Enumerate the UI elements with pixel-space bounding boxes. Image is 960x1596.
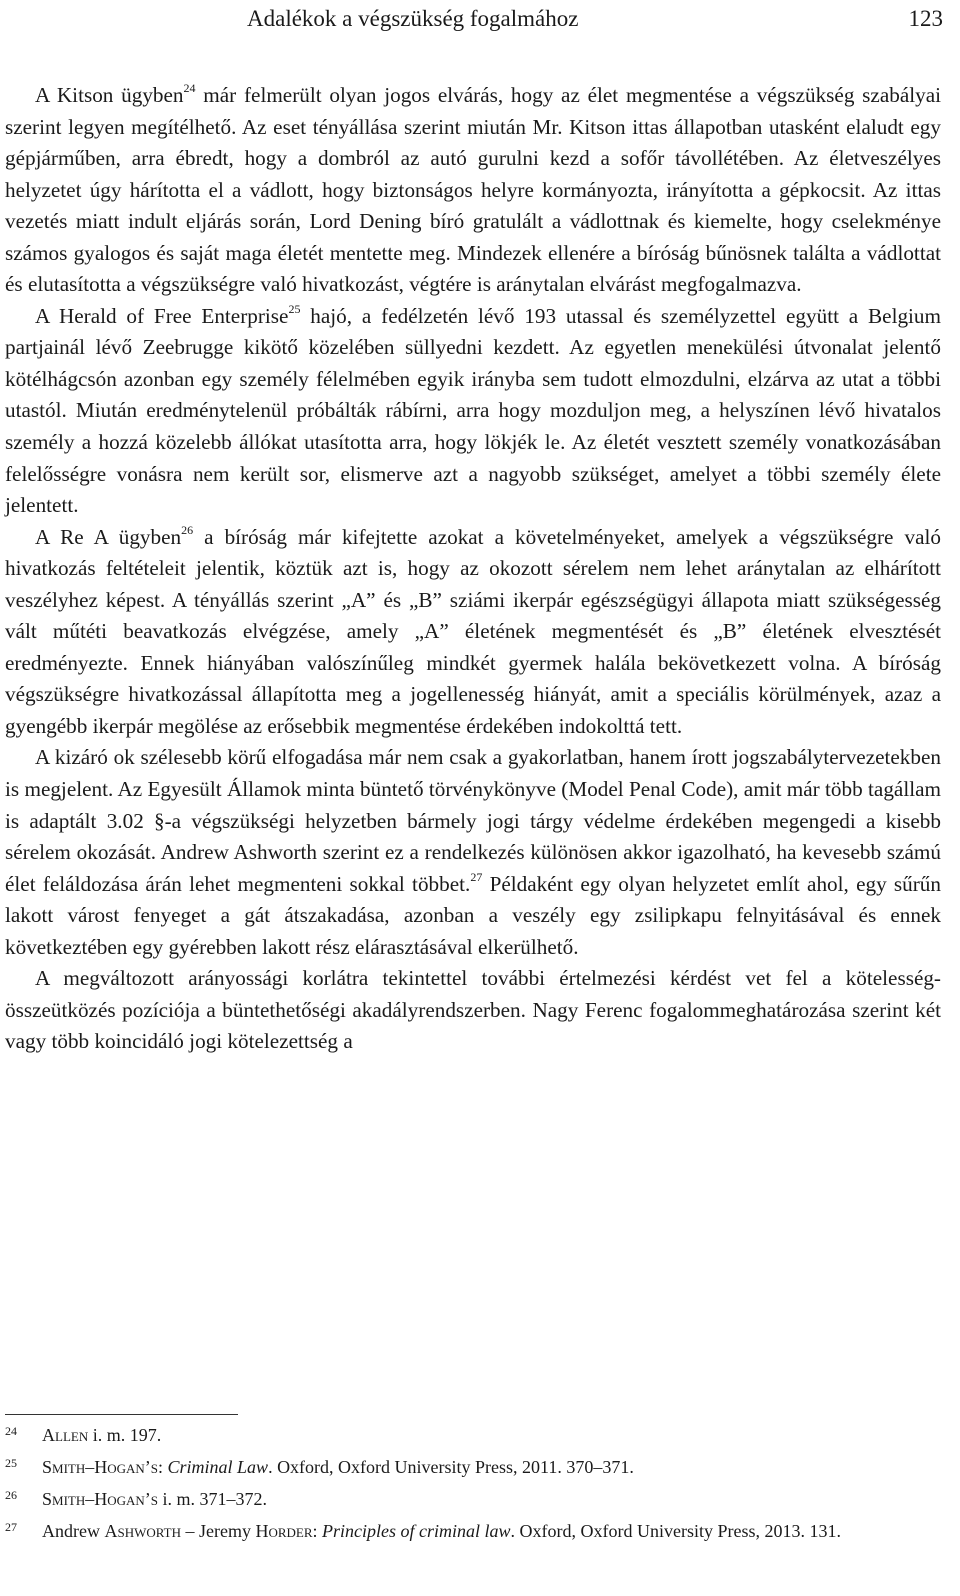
footnote-25 bbox=[5, 1455, 941, 1479]
footnote-title: Principles of criminal law bbox=[322, 1521, 511, 1541]
footnote-ref-26: 26 bbox=[181, 522, 194, 537]
footnote-ref-25: 25 bbox=[288, 301, 301, 316]
footnote-number: 26 bbox=[5, 1488, 17, 1502]
footnote-author: Ashworth bbox=[104, 1521, 181, 1541]
paragraph-text: A Re A ügyben bbox=[35, 524, 182, 549]
footnote-rest: . Oxford, Oxford University Press, 2011. 370–371. bbox=[268, 1457, 634, 1477]
footnote-pre: Andrew bbox=[42, 1521, 105, 1541]
footnote-rest: i. m. 197. bbox=[88, 1425, 162, 1445]
footnote-divider bbox=[5, 1414, 238, 1415]
footnote-number: 24 bbox=[5, 1424, 17, 1438]
paragraph-duty-conflict bbox=[5, 963, 941, 1058]
page-number: 123 bbox=[908, 6, 943, 31]
footnote-text bbox=[42, 1455, 941, 1479]
footnote-rest: . Oxford, Oxford University Press, 2013. 131. bbox=[510, 1521, 842, 1541]
footnote-24 bbox=[5, 1423, 941, 1447]
footnote-27 bbox=[5, 1519, 941, 1543]
footnote-separator: : bbox=[158, 1457, 168, 1477]
footnotes bbox=[5, 1423, 941, 1551]
footnote-author: Smith–Hogan’s bbox=[42, 1457, 159, 1477]
running-header bbox=[0, 0, 960, 40]
paragraph-text: A megváltozott arányossági korlátra tekintettel további értelmezési kérdést vet fel a kötelesség-összeütközés pozíciója a büntethetőségi akadályrendszerben. Nagy Ferenc fogalommeghatározása szerint két vagy több koincidáló jogi kötelezettség a bbox=[5, 966, 941, 1054]
footnote-rest: i. m. 371–372. bbox=[158, 1489, 268, 1509]
footnote-text bbox=[42, 1423, 941, 1447]
body-text bbox=[5, 80, 941, 1058]
paragraph-text: hajó, a fedélzetén lévő 193 utassal és személyzettel együtt a Belgium partjainál lévő Zeebrugge kikötő közelében süllyedni kezdett. Az egyetlen menekülési útvonalat jelentő kötélhágcsón azonban egy személy félelmében egyik irányba sem tudott elmozdulni, elzárva az utat a többi utastól. Miután eredménytelenül próbálták rábírni, arra hogy mozduljon meg, a helyszínen lévő hivatalos személy a hozzá közelebb állókat utasította arra, hogy lökjék le. Az életét vesztett személy vonatkozásában felelősségre vonásra nem került sor, elismerve azt a nagyobb szükséget, amelyet a többi személy élete jelentett. bbox=[5, 303, 942, 518]
footnote-number: 25 bbox=[5, 1456, 17, 1470]
footnote-author: Allen bbox=[42, 1425, 89, 1445]
running-header-title: Adalékok a végszükség fogalmához bbox=[247, 6, 579, 31]
paragraph-text: a bíróság már kifejtette azokat a követelményeket, amelyek a végszükségre való hivatkozás feltételeit jelentik, köztük azt is, hogy az okozott sérelem nem lehet aránytalan az elhárított veszélyhez képest. A tényállás szerint „A” és „B” sziámi ikerpár egészségügyi állapota miatt szükségesség vált műtéti beavatkozás elvégzése, amely „A” életének megmentését és „B” életének elvesztését eredményezte. Ennek hiányában valószínűleg mindkét gyermek halála bekövetkezett volna. A bíróság végszükségre hivatkozással állapította meg a jogellenesség hiányát, amit a speciális körülmények, azaz a gyengébb ikerpár megölése az erősebbik megmentése érdekében indokolttá tett. bbox=[5, 524, 941, 738]
footnote-author: Smith–Hogan’s bbox=[42, 1489, 159, 1509]
footnote-author-2: Horder bbox=[255, 1521, 313, 1541]
paragraph-re-a bbox=[5, 522, 941, 743]
paragraph-herald bbox=[5, 301, 941, 522]
footnote-title: Criminal Law bbox=[167, 1457, 269, 1477]
paragraph-text: A Herald of Free Enterprise bbox=[35, 303, 289, 328]
paragraph-text: A kizáró ok szélesebb körű elfogadása már nem csak a gyakorlatban, hanem írott jogszabálytervezetekben is megjelent. Az Egyesült Államok minta büntető törvénykönyve (Model Penal Code), amit már több tagállam is adaptált 3.02 §-a végszükségi helyzetben bármely jogi tárgy védelme érdekében megengedi a kisebb sérelem okozását. Andrew Ashworth szerint ez a rendelkezés különösen akkor igazolható, ha kevesebb számú élet feláldozása árán lehet megmenteni sokkal többet. bbox=[5, 745, 941, 896]
paragraph-model-penal-code bbox=[5, 742, 941, 963]
footnote-26 bbox=[5, 1487, 941, 1511]
footnote-mid: – Jeremy bbox=[180, 1521, 256, 1541]
paragraph-kitson bbox=[5, 80, 941, 301]
footnote-text bbox=[42, 1519, 941, 1543]
paragraph-text: Példaként egy olyan helyzetet említ ahol, egy sűrűn lakott várost fenyeget a gát átszakadása, azonban a veszély egy zsilipkapu felnyitásával és ennek következtében egy gyérebben lakott rész elárasztásával elkerülhető. bbox=[5, 871, 941, 959]
footnote-ref-27: 27 bbox=[470, 869, 483, 884]
paragraph-text: már felmerült olyan jogos elvárás, hogy az élet megmentése a végszükség szabályai szerint legyen megítélhető. Az eset tényállása szerint miután Mr. Kitson ittas állapotban utasként elaludt egy gépjárműben, arra ébredt, hogy a dombról az autó gurulni kezd a sofőr távollétében. Az életveszélyes helyzetet úgy hárította el a vádlott, hogy biztonságos helyre kormányozta, irányította a gépkocsit. Az ittas vezetés miatt indult eljárás során, Lord Dening bíró gratulált a vádlottnak és kiemelte, hogy cselekménye számos gyalogos és saját maga életét mentette meg. Mindezek ellenére a bíróság bűnösnek találta a vádlottat és elutasította a végszükségre való hivatkozást, végtére is aránytalan elvárást megfogalmazva. bbox=[5, 83, 941, 297]
footnote-ref-24: 24 bbox=[183, 80, 196, 95]
footnote-text bbox=[42, 1487, 941, 1511]
footnote-number: 27 bbox=[5, 1520, 17, 1534]
footnote-separator: : bbox=[312, 1521, 323, 1541]
paragraph-text: A Kitson ügyben bbox=[35, 83, 184, 107]
